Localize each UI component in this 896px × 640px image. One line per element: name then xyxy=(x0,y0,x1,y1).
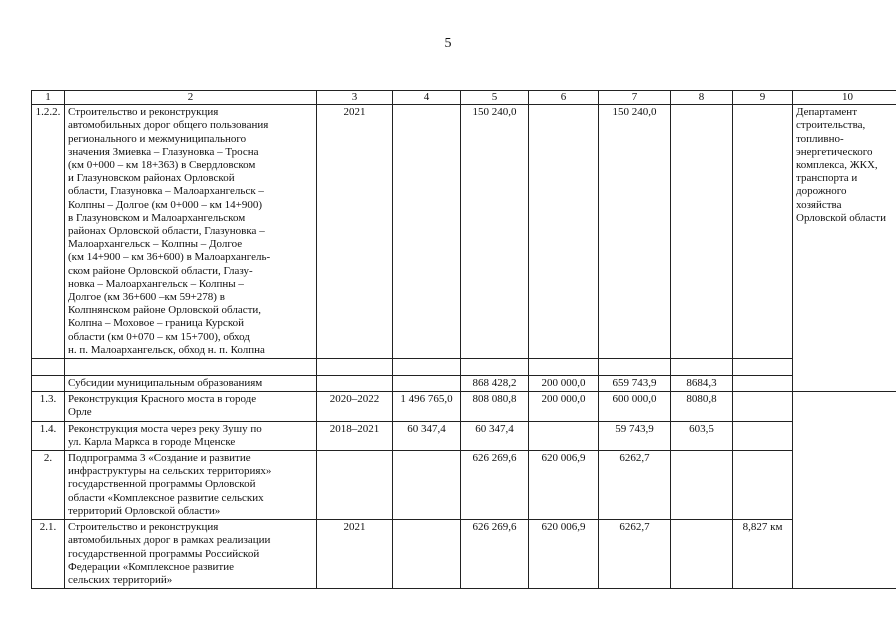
cell-col6 xyxy=(529,105,599,359)
cell-col4 xyxy=(393,451,461,520)
description-line: ском районе Орловской области, Глазу- xyxy=(68,264,253,277)
row-description xyxy=(65,421,317,450)
description-line: территорий Орловской области» xyxy=(68,504,221,517)
description-line: (км 0+000 – км 18+363) в Свердловском xyxy=(68,159,256,172)
description-line: Федерации «Комплексное развитие xyxy=(68,560,234,573)
cell-col9: 8,827 км xyxy=(733,520,793,589)
row-description xyxy=(65,392,317,421)
row-description xyxy=(65,376,317,392)
table-row-spacer xyxy=(32,359,896,376)
department-line: строительства, xyxy=(796,119,866,132)
cell-col9 xyxy=(733,451,793,520)
description-line: Колпны – Долгое (км 0+000 – км 14+900) xyxy=(68,198,262,211)
header-cell: 2 xyxy=(65,91,317,105)
row-id: 1.4. xyxy=(32,421,65,450)
description-line: н. п. Малоархангельск, обход н. п. Колпна xyxy=(68,343,265,356)
table-row xyxy=(32,392,896,421)
row-description xyxy=(65,520,317,589)
description-line: сельских территорий» xyxy=(68,573,173,586)
description-line: Колпна – Моховое – граница Курской xyxy=(68,317,244,330)
cell-col8: 603,5 xyxy=(671,421,733,450)
description-line: Реконструкция моста через реку Зушу по xyxy=(68,422,262,435)
cell-col5: 626 269,6 xyxy=(461,451,529,520)
description-line: регионального и межмуниципального xyxy=(68,132,247,145)
row-description xyxy=(65,451,317,520)
description-line: в Глазуновском и Малоархангельском xyxy=(68,211,246,224)
description-line: (км 14+900 – км 36+600) в Малоархангель- xyxy=(68,251,271,264)
description-line: Строительство и реконструкция xyxy=(68,106,219,119)
cell-col7: 6262,7 xyxy=(599,451,671,520)
header-cell: 3 xyxy=(317,91,393,105)
cell-col9 xyxy=(733,376,793,392)
table-row xyxy=(32,376,896,392)
cell-col6 xyxy=(529,421,599,450)
description-line: значения Змиевка – Глазуновка – Тросна xyxy=(68,145,259,158)
cell-col7: 59 743,9 xyxy=(599,421,671,450)
department-line: хозяйства xyxy=(796,198,842,211)
description-line: новка – Малоархангельск – Колпны – xyxy=(68,277,244,290)
table-row xyxy=(32,520,896,589)
header-cell: 7 xyxy=(599,91,671,105)
cell-period xyxy=(317,376,393,392)
header-cell: 8 xyxy=(671,91,733,105)
cell-col4 xyxy=(393,105,461,359)
row-id: 1.2.2. xyxy=(32,105,65,359)
department-line: Орловской области xyxy=(796,211,886,224)
cell-period: 2021 xyxy=(317,520,393,589)
cell-col5: 626 269,6 xyxy=(461,520,529,589)
description-line: инфраструктуры на сельских территориях» xyxy=(68,465,272,478)
empty-cell xyxy=(32,359,65,376)
description-line: Подпрограмма 3 «Создание и развитие xyxy=(68,452,251,465)
cell-col6: 620 006,9 xyxy=(529,451,599,520)
header-cell: 6 xyxy=(529,91,599,105)
description-line: автомобильных дорог в рамках реализации xyxy=(68,534,271,547)
department-line: Департамент xyxy=(796,106,858,119)
empty-cell xyxy=(793,392,896,589)
cell-col5: 150 240,0 xyxy=(461,105,529,359)
cell-period: 2020–2022 xyxy=(317,392,393,421)
description-line: Колпнянском районе Орловской области, xyxy=(68,304,262,317)
header-cell: 10 xyxy=(793,91,896,105)
header-cell: 9 xyxy=(733,91,793,105)
cell-col4: 1 496 765,0 xyxy=(393,392,461,421)
department-line: энергетического xyxy=(796,145,873,158)
description-line: Орле xyxy=(68,406,92,419)
description-line: Строительство и реконструкция xyxy=(68,521,219,534)
cell-col8: 8684,3 xyxy=(671,376,733,392)
description-line: Реконструкция Красного моста в городе xyxy=(68,393,257,406)
description-line: области, Глазуновка – Малоархангельск – xyxy=(68,185,264,198)
cell-col9 xyxy=(733,421,793,450)
row-id: 2.1. xyxy=(32,520,65,589)
cell-col8 xyxy=(671,105,733,359)
cell-col7: 659 743,9 xyxy=(599,376,671,392)
cell-col7: 150 240,0 xyxy=(599,105,671,359)
cell-col7: 600 000,0 xyxy=(599,392,671,421)
row-id xyxy=(32,376,65,392)
cell-col8: 8080,8 xyxy=(671,392,733,421)
cell-col9 xyxy=(733,392,793,421)
empty-cell xyxy=(65,359,317,376)
cell-col6: 200 000,0 xyxy=(529,376,599,392)
cell-col5: 868 428,2 xyxy=(461,376,529,392)
empty-cell xyxy=(599,359,671,376)
description-line: Субсидии муниципальным образованиям xyxy=(68,377,263,390)
row-id: 2. xyxy=(32,451,65,520)
table-row xyxy=(32,421,896,450)
header-cell: 1 xyxy=(32,91,65,105)
cell-col4 xyxy=(393,376,461,392)
empty-cell xyxy=(461,359,529,376)
cell-col9 xyxy=(733,105,793,359)
table-row xyxy=(32,451,896,520)
empty-cell xyxy=(733,359,793,376)
description-line: ул. Карла Маркса в городе Мценске xyxy=(68,435,236,448)
page-number: 5 xyxy=(444,36,452,51)
description-line: области «Комплексное развитие сельских xyxy=(68,491,264,504)
header-row xyxy=(32,91,896,105)
department-line: комплекса, ЖКХ, xyxy=(796,159,878,172)
responsible-department xyxy=(793,105,896,392)
cell-col7: 6262,7 xyxy=(599,520,671,589)
cell-period: 2018–2021 xyxy=(317,421,393,450)
cell-period xyxy=(317,451,393,520)
department-line: топливно- xyxy=(796,132,844,145)
cell-col8 xyxy=(671,451,733,520)
cell-period: 2021 xyxy=(317,105,393,359)
description-line: Долгое (км 36+600 –км 59+278) в xyxy=(68,291,225,304)
empty-cell xyxy=(317,359,393,376)
header-cell: 4 xyxy=(393,91,461,105)
table-row xyxy=(32,105,896,359)
cell-col4: 60 347,4 xyxy=(393,421,461,450)
cell-col5: 808 080,8 xyxy=(461,392,529,421)
cell-col8 xyxy=(671,520,733,589)
row-id: 1.3. xyxy=(32,392,65,421)
budget-table xyxy=(31,90,896,589)
description-line: государственной программы Российской xyxy=(68,547,260,560)
description-line: государственной программы Орловской xyxy=(68,478,256,491)
cell-col4 xyxy=(393,520,461,589)
cell-col5: 60 347,4 xyxy=(461,421,529,450)
description-line: области (км 0+070 – км 15+700), обход xyxy=(68,330,250,343)
description-line: и Глазуновском районах Орловской xyxy=(68,172,235,185)
cell-col6: 620 006,9 xyxy=(529,520,599,589)
description-line: автомобильных дорог общего пользования xyxy=(68,119,269,132)
row-description xyxy=(65,105,317,359)
description-line: районах Орловской области, Глазуновка – xyxy=(68,225,265,238)
department-line: дорожного xyxy=(796,185,847,198)
empty-cell xyxy=(529,359,599,376)
cell-col6: 200 000,0 xyxy=(529,392,599,421)
empty-cell xyxy=(671,359,733,376)
description-line: Малоархангельск – Колпны – Долгое xyxy=(68,238,243,251)
empty-cell xyxy=(393,359,461,376)
department-line: транспорта и xyxy=(796,172,858,185)
header-cell: 5 xyxy=(461,91,529,105)
